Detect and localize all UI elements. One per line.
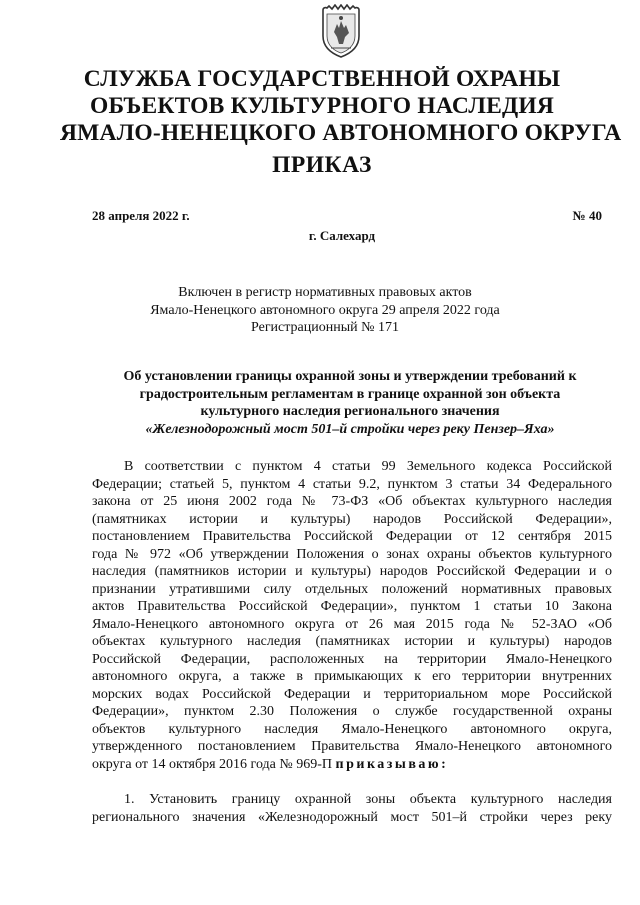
preamble-line: В соответствии с пунктом 4 статьи 99 Земельного кодекса Российской: [124, 459, 612, 474]
org-line-2: ОБЪЕКТОВ КУЛЬТУРНОГО НАСЛЕДИЯ: [89, 93, 555, 119]
preamble-line: закона от 25 июня 2002 года № 73-ФЗ «Об объектах культурного наследия: [92, 494, 612, 509]
item-1-line: 1. Установить границу охранной зоны объекта культурного наследия: [124, 792, 612, 807]
preamble-line: утвержденного постановлением Правительства Ямало-Ненецкого автономного: [92, 739, 612, 754]
title-object-name: «Железнодорожный мост 501–й стройки через реку Пензер–Яха»: [145, 421, 555, 437]
preamble-line: автономного округа, а также в примыкающих к его территории внутренних: [92, 669, 612, 684]
preamble-line: Федерации», пунктом 2.30 Положения о службе государственной охраны: [92, 704, 612, 719]
document-type: ПРИКАЗ: [272, 152, 372, 178]
preamble-last-line: [92, 756, 612, 774]
title-line-3: культурного наследия регионального значения: [200, 404, 500, 419]
document-number: № 40: [572, 208, 602, 223]
title-line-2: градостроительным регламентам в границе охранной зон объекта: [139, 386, 561, 402]
preamble-line: постановлением Правительства Российской Федерации от 12 сентября 2015: [92, 529, 612, 544]
document-title: [100, 368, 600, 438]
preamble-line: объектов культурного наследия Ямало-Ненецкого автономного округа,: [92, 721, 612, 737]
document-date: 28 апреля 2022 г.: [92, 208, 190, 223]
org-line-3: ЯМАЛО-НЕНЕЦКОГО АВТОНОМНОГО ОКРУГА: [60, 120, 622, 146]
preamble-line: объектах культурного наследия (памятниках истории и культуры) народов: [92, 634, 612, 649]
preamble-line: Ямало-Ненецкого автономного округа от 26 мая 2015 года № 52-ЗАО «Об: [92, 616, 612, 632]
paragraph-preamble: [92, 458, 612, 773]
order-word: приказываю:: [335, 756, 449, 772]
registry-line-3: Регистрационный № 171: [251, 320, 399, 335]
preamble-line: (памятниках истории и культуры) народов Российской Федерации»,: [92, 511, 612, 527]
document-city: г. Салехард: [308, 228, 376, 243]
registry-line-2: Ямало-Ненецкого автономного округа 29 апреля 2022 года: [150, 302, 500, 318]
preamble-line: морских водах Российской Федерации и территориальном море Российской: [92, 686, 612, 702]
item-1-line: регионального значения «Железнодорожный мост 501–й стройки через реку: [92, 809, 612, 825]
preamble-line: признании утратившими силу отдельных положений нормативных правовых: [92, 581, 612, 597]
preamble-line: наследия (памятников истории и культуры) народов Российской Федерации и о: [92, 564, 612, 579]
registry-note: [140, 284, 510, 337]
yanao-coat-of-arms-icon: [319, 4, 363, 58]
preamble-line: Российской Федерации, расположенных на территории Ямало-Ненецкого: [92, 651, 612, 667]
organization-name: [60, 66, 622, 147]
paragraph-item-1: [92, 791, 612, 826]
preamble-last-text: округа от 14 октября 2016 года № 969-П: [92, 756, 333, 772]
preamble-line: года № 972 «Об утверждении Положения о зонах охраны объектов культурного: [92, 546, 612, 562]
preamble-line: актов Правительства Российской Федерации», пунктом 1 статьи 10 Закона: [92, 599, 612, 614]
preamble-line: Федерации; статьей 5, пунктом 4 статьи 9.2, пунктом 3 статьи 34 Федерального: [92, 476, 612, 492]
registry-line-1: Включен в регистр нормативных правовых актов: [178, 285, 472, 300]
org-line-1: СЛУЖБА ГОСУДАРСТВЕННОЙ ОХРАНЫ: [83, 66, 561, 92]
title-line-1: Об установлении границы охранной зоны и утверждении требований к: [123, 369, 577, 384]
